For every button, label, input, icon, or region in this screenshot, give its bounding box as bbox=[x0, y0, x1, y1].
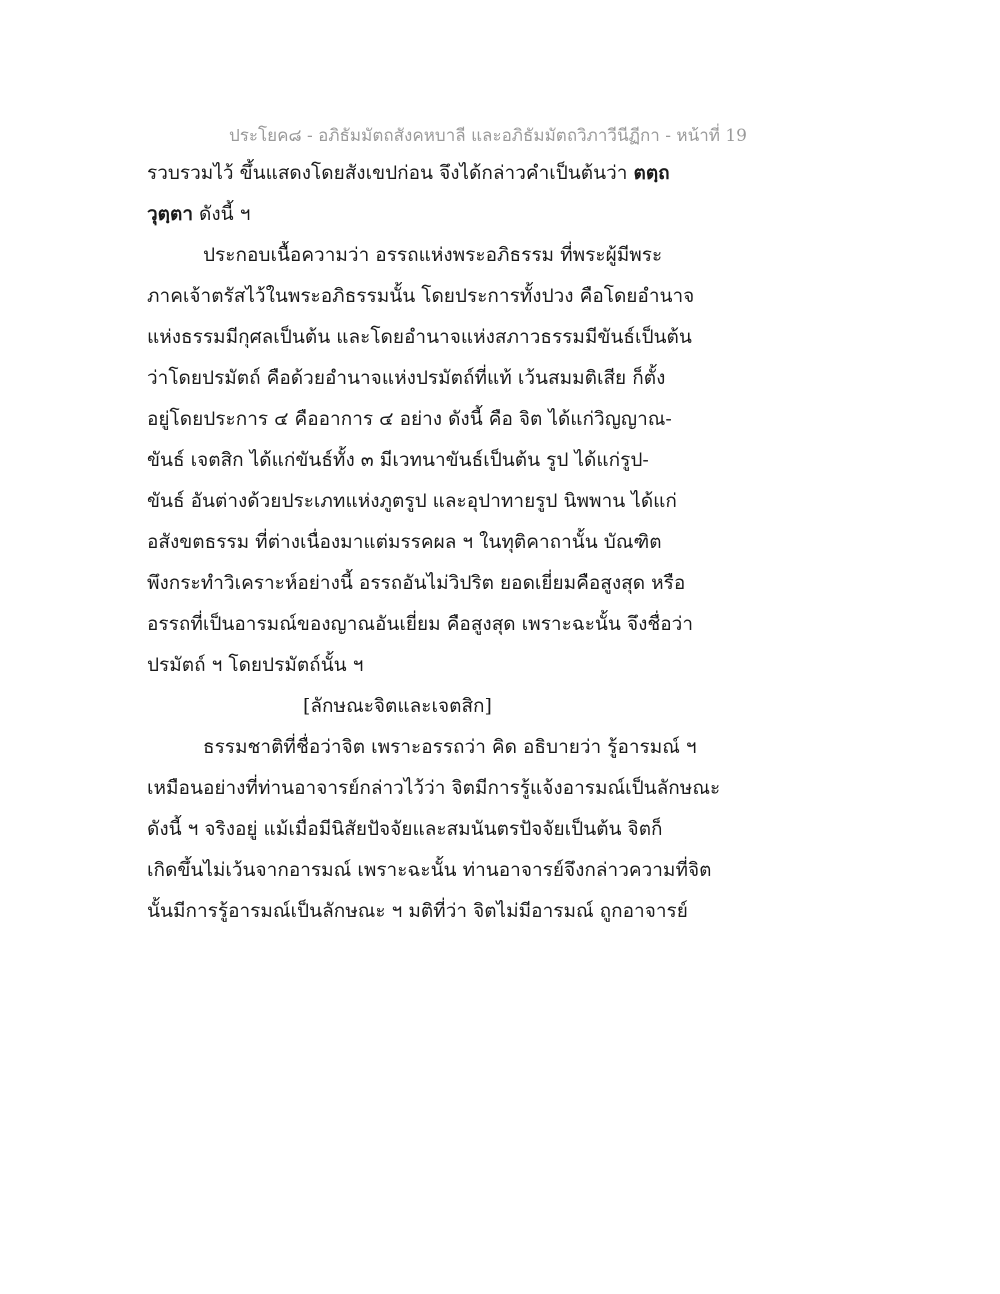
paragraph-2-line: ปรมัตถ์ ฯ โดยปรมัตถ์นั้น ฯ bbox=[147, 654, 364, 676]
paragraph-2-line: อสังขตธรรม ที่ต่างเนื่องมาแต่มรรคผล ฯ ในทุติคาถานั้น บัณฑิต bbox=[147, 531, 662, 553]
running-header: ประโยค๘ - อภิธัมมัตถสังคหบาลี และอภิธัมมัตถวิภาวีนีฏีกา - หน้าที่ 19 bbox=[228, 126, 747, 146]
pali-term-tattha: ตตฺถ bbox=[633, 162, 670, 184]
paragraph-2-line: อยู่โดยประการ ๔ คืออาการ ๔ อย่าง ดังนี้ คือ จิต ได้แก่วิญญาณ- bbox=[147, 408, 672, 430]
paragraph-2-line: ประกอบเนื้อความว่า อรรถแห่งพระอภิธรรม ที่พระผู้มีพระ bbox=[203, 244, 663, 266]
body-text bbox=[147, 158, 721, 937]
paragraph-1-line-1 bbox=[147, 158, 707, 199]
paragraph-2-line: ว่าโดยปรมัตถ์ คือด้วยอำนาจแห่งปรมัตถ์ที่แท้ เว้นสมมติเสีย ก็ตั้ง bbox=[147, 367, 666, 389]
paragraph-3-line: นั้นมีการรู้อารมณ์เป็นลักษณะ ฯ มติที่ว่า จิตไม่มีอารมณ์ ถูกอาจารย์ bbox=[147, 900, 688, 922]
paragraph-3-line: ธรรมชาติที่ชื่อว่าจิต เพราะอรรถว่า คิด อธิบายว่า รู้อารมณ์ ฯ bbox=[203, 736, 697, 758]
section-heading: [ลักษณะจิตและเจตสิก] bbox=[303, 695, 492, 717]
paragraph-3-line: ดังนี้ ฯ จริงอยู่ แม้เมื่อมีนิสัยปัจจัยและสมนันตรปัจจัยเป็นต้น จิตก็ bbox=[147, 818, 663, 840]
paragraph-2-line: ภาคเจ้าตรัสไว้ในพระอภิธรรมนั้น โดยประการทั้งปวง คือโดยอำนาจ bbox=[147, 285, 695, 307]
paragraph-1-line-2 bbox=[147, 199, 707, 240]
paragraph-3-line: เหมือนอย่างที่ท่านอาจารย์กล่าวไว้ว่า จิตมีการรู้แจ้งอารมณ์เป็นลักษณะ bbox=[147, 777, 721, 799]
paragraph-2-line: อรรถที่เป็นอารมณ์ของญาณอันเยี่ยม คือสูงสุด เพราะฉะนั้น จึงชื่อว่า bbox=[147, 613, 693, 635]
paragraph-2-line: ขันธ์ เจตสิก ได้แก่ขันธ์ทั้ง ๓ มีเวทนาขันธ์เป็นต้น รูป ได้แก่รูป- bbox=[147, 449, 649, 471]
line-text: รวบรวมไว้ ขึ้นแสดงโดยสังเขปก่อน จึงได้กล่าวคำเป็นต้นว่า bbox=[147, 162, 634, 184]
pali-term-vutta: วุตฺตา bbox=[147, 203, 194, 225]
paragraph-2-line: พึงกระทำวิเคราะห์อย่างนี้ อรรถอันไม่วิปริต ยอดเยี่ยมคือสูงสุด หรือ bbox=[147, 572, 686, 594]
line-text: ดังนี้ ฯ bbox=[193, 203, 251, 225]
paragraph-3-line: เกิดขึ้นไม่เว้นจากอารมณ์ เพราะฉะนั้น ท่านอาจารย์จึงกล่าวความที่จิต bbox=[147, 859, 712, 881]
paragraph-2-line: แห่งธรรมมีกุศลเป็นต้น และโดยอำนาจแห่งสภาวธรรมมีขันธ์เป็นต้น bbox=[147, 326, 692, 348]
paragraph-2-line: ขันธ์ อันต่างด้วยประเภทแห่งภูตรูป และอุปาทายรูป นิพพาน ได้แก่ bbox=[147, 490, 677, 512]
